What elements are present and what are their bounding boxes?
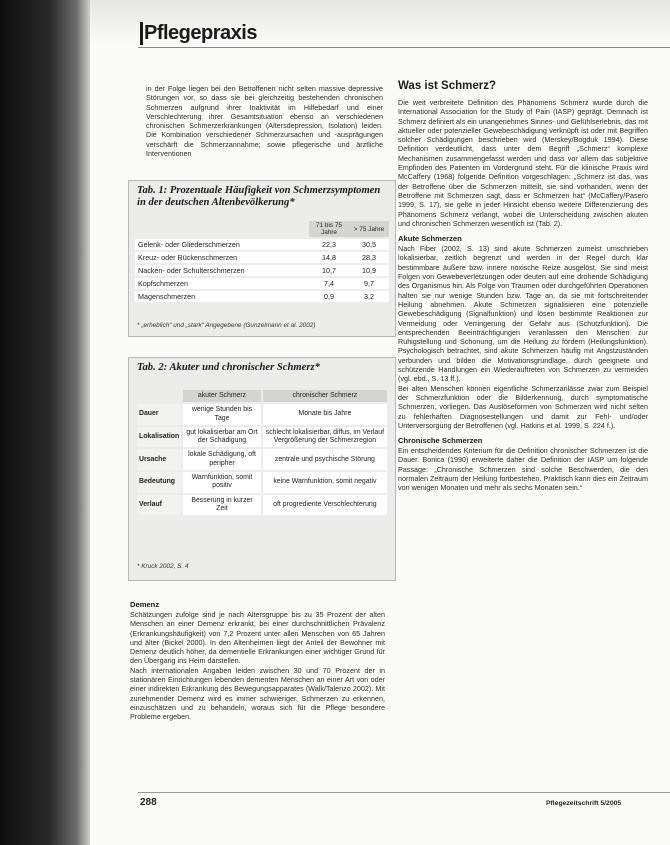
subheading: Chronische Schmerzen xyxy=(398,436,483,446)
table-cell: 0,9 xyxy=(309,291,349,302)
paragraph: Ein entscheidendes Kriterium für die Definition chronischer Schmerzen ist die Dauer. Bonica (1990) erweiterte daher die Definition der IASP um folgende Passage: „Chronische Schmerzen sind solche Beschwerden, die den normalen Zeitraum der Heilung fortbestehen. Praktisch kann dies ein Zeitraum von wenigen Monaten und mehr als sechs Monaten sein.“ xyxy=(398,446,648,493)
paragraph: Nach Fiber (2002, S. 13) sind akute Schmerzen zumeist umschrieben lokalisierbar, zeitlich begrenzt und werden in der Regel durch klar bestimmbare äußere bzw. innere noxische Reize ausgelöst. Sie sind meist Folgen von Gewebeverletzungen oder deuten auf eine drohende Schädigung des Organismus hin. Als Folge von Traumen oder durchgeführten Operationen halten sie nur wenige Stunden bzw. Tage an, da sie mit fortschreitender Heilung abnehmen. Akute Schmerzen signalisieren eine potenzielle Gewebeschädigung (Signalfunktion) und lösen bestimmte Reaktionen zur Vermeidung oder Verringerung der Gefahr aus (Schutzfunktion). Die entsprechenden Beeinträchtigungen veranlassen den Menschen zur Ruhigstellung und Schonung, um die Heilung zu fördern (Heilungsfunktion). Psychologisch betrachtet, sind akute Schmerzen häufig mit Angstzuständen verbunden und bilden die Motivationsgrundlage, durch geeignete und schützende Handlungen ein Wiederauftreten von Schmerzen zu vermeiden (vgl. ebd., S. 13 ff.). xyxy=(398,244,648,384)
table-cell: 3,2 xyxy=(349,291,389,302)
table-col-header: chronischer Schmerz xyxy=(263,390,387,402)
row-header: Bedeutung xyxy=(137,472,181,493)
subheading: Demenz xyxy=(130,600,160,609)
table-header-row xyxy=(135,221,389,237)
table-cell: Besserung in kurzer Zeit xyxy=(183,495,261,516)
table-cell: Monate bis Jahre xyxy=(263,404,387,425)
table-cell: Nacken- oder Schulterschmerzen xyxy=(135,265,309,276)
table-1-title: Tab. 1: Prozentuale Häufigkeit von Schmerzsymptomen in der deutschen Altenbevölkerung* xyxy=(137,185,381,208)
table-cell: zentrale und psychische Störung xyxy=(263,449,387,470)
subheading: Akute Schmerzen xyxy=(398,234,462,244)
page-header xyxy=(0,0,670,48)
paragraph: Nach internationalen Angaben leiden zwischen 30 und 70 Prozent der in stationären Einrichtungen lebenden dementen Menschen an einer Art von oder einer indirekten Erkrankung des Bewegungsapparates (Walk/Talenzo 2002). Mit zunehmender Demenz wird es immer schwieriger, Schmerzen zu erkennen, einzuschätzen und zu behandeln, woraus sich für die Pflege besondere Probleme ergeben. xyxy=(130,665,385,722)
table-row xyxy=(137,495,387,516)
table-row xyxy=(137,449,387,470)
table-cell: Kopfschmerzen xyxy=(135,278,309,289)
table-header-row xyxy=(137,390,387,402)
table-col-header: 71 bis 75 Jahre xyxy=(309,221,349,237)
table-cell: schlecht lokalisierbar, diffus, im Verlauf Vergrößerung der Schmerzregion xyxy=(263,427,387,448)
paragraph: Die weit verbreitete Definition des Phänomens Schmerz wurde durch die International Association for the Study of Pain (IASP) geprägt. Demnach ist Schmerz definiert als ein unangenehmes Sinnes- und Gefühlserlebnis, das mit aktueller oder potenzieller Gewebeschädigung verknüpft ist oder mit Begriffen solcher Schädigungen beschrieben wird (Merskey/Bogduk 1994). Diese Definition verdeutlicht, dass unter dem Begriff „Schmerz“ komplexe Mechanismen zusammengefasst werden und dass vor allem das subjektive Empfinden des Patienten im Vordergrund steht. Für die klinische Praxis wird McCaffery (1968) folgende Definition vorgeschlagen: „Schmerz ist das, was der Betroffene über die Schmerzen mitteilt, sie sind vorhanden, wenn der Betroffene mit Schmerzen sagt, dass er Schmerzen hat“ (McCaffery/Pasero 1999, S. 17), sie gelte in jeder Hinsicht ebenso weitere Differenzierung des Phänomens Schmerz verlangt, wobei die Unterscheidung zwischen akuten und chronischen Schmerzen wesentlich ist (Tab. 2). xyxy=(398,98,648,228)
table-1 xyxy=(135,219,389,304)
table-cell: oft progrediente Verschlechterung xyxy=(263,495,387,516)
table-cell: wenige Stunden bis Tage xyxy=(183,404,261,425)
table-cell: Kreuz- oder Rückenschmerzen xyxy=(135,252,309,263)
table-cell: Gelenk- oder Gliederschmerzen xyxy=(135,239,309,250)
table-row xyxy=(137,427,387,448)
table-cell: 30,5 xyxy=(349,239,389,250)
table-row xyxy=(135,291,389,302)
table-cell: Warnfunktion, somit positiv xyxy=(183,472,261,493)
table-row xyxy=(135,278,389,289)
table-cell: 10,7 xyxy=(309,265,349,276)
page-gutter-shadow xyxy=(0,0,90,845)
table-cell: Magenschmerzen xyxy=(135,291,309,302)
table-col-header: > 75 Jahre xyxy=(349,221,389,237)
row-header: Lokalisation xyxy=(137,427,181,448)
intro-paragraph: in der Folge liegen bei den Betroffenen nicht selten massive depressive Störungen vor, so dass sie bei gleichzeitig bestehenden chronischen Schmerzen aufgrund ihrer Inaktivität im Hilfebedarf und einer Verschlechterung ihrer Gesamtsituation ebenso an verschiedenen chronischen Schmerzerkrankungen (Altersdepression, Isolation) leiden. Die Kombination verschiedener Schmerzursachen und -ausprägungen verschärft die Schmerzannahme; sowie pflegerische und ärztliche Interventionen xyxy=(146,84,383,159)
table-row xyxy=(135,265,389,276)
table-2-footnote: * Kruck 2002, S. 4 xyxy=(137,563,189,570)
table-row xyxy=(135,252,389,263)
table-2-box xyxy=(128,357,396,581)
table-cell: 10,9 xyxy=(349,265,389,276)
table-cell: gut lokalisierbar am Ort der Schädigung xyxy=(183,427,261,448)
table-cell: lokale Schädigung, oft peripher xyxy=(183,449,261,470)
table-cell: 22,3 xyxy=(309,239,349,250)
paragraph: Bei alten Menschen können eigentliche Schmerzanlässe zwar zum Beispiel der Schmerzfunktion oder die Bilderkennung, durch symptomatische Schmerzen, vorliegen. Das Auslöseformen von Schmerzen wird nicht selten zu fehlerhaften Diagnosestellungen und damit zur Fehl- und/oder Unterversorgung der Betroffenen (vgl. Hatkins et al. 1999, S. 224 f.). xyxy=(398,383,648,430)
table-1-box xyxy=(128,180,396,337)
row-header: Ursache xyxy=(137,449,181,470)
table-cell: 7,4 xyxy=(309,278,349,289)
left-column-bottom xyxy=(130,596,385,722)
table-row xyxy=(137,472,387,493)
row-header: Dauer xyxy=(137,404,181,425)
row-header: Verlauf xyxy=(137,495,181,516)
table-row xyxy=(137,404,387,425)
table-2-title: Tab. 2: Akuter und chronischer Schmerz* xyxy=(137,362,320,373)
paragraph: Schätzungen zufolge sind je nach Altersgruppe bis zu 35 Prozent der alten Menschen an einer Demenz erkrankt, bei einer durchschnittlichen Prävalenz (Erkrankungshäufigkeit) von 7,2 Prozent unter allen Menschen von 65 Jahren und älter (Bickel 2000). In den Altenheimen liegt der Anteil der Bewohner mit Demenz deutlich höher, da dementielle Erkrankungen einer wichtiger Grund für den Übergang ins Heim darstellen. xyxy=(130,610,385,666)
table-cell: keine Warnfunktion, somit negativ xyxy=(263,472,387,493)
table-cell: 28,3 xyxy=(349,252,389,263)
page-number: 288 xyxy=(140,797,157,808)
table-2 xyxy=(135,388,389,517)
table-row xyxy=(135,239,389,250)
table-1-footnote: * „erheblich“ und „stark“ Angegebene (Gunzelmann et al. 2002) xyxy=(137,322,316,329)
right-column xyxy=(398,80,648,493)
table-cell: 9,7 xyxy=(349,278,389,289)
section-heading: Was ist Schmerz? xyxy=(398,80,496,92)
journal-issue: Pflegezeitschrift 5/2005 xyxy=(546,800,622,807)
table-col-header: akuter Schmerz xyxy=(183,390,261,402)
table-cell: 14,8 xyxy=(309,252,349,263)
section-title: Pflegepraxis xyxy=(144,22,257,44)
